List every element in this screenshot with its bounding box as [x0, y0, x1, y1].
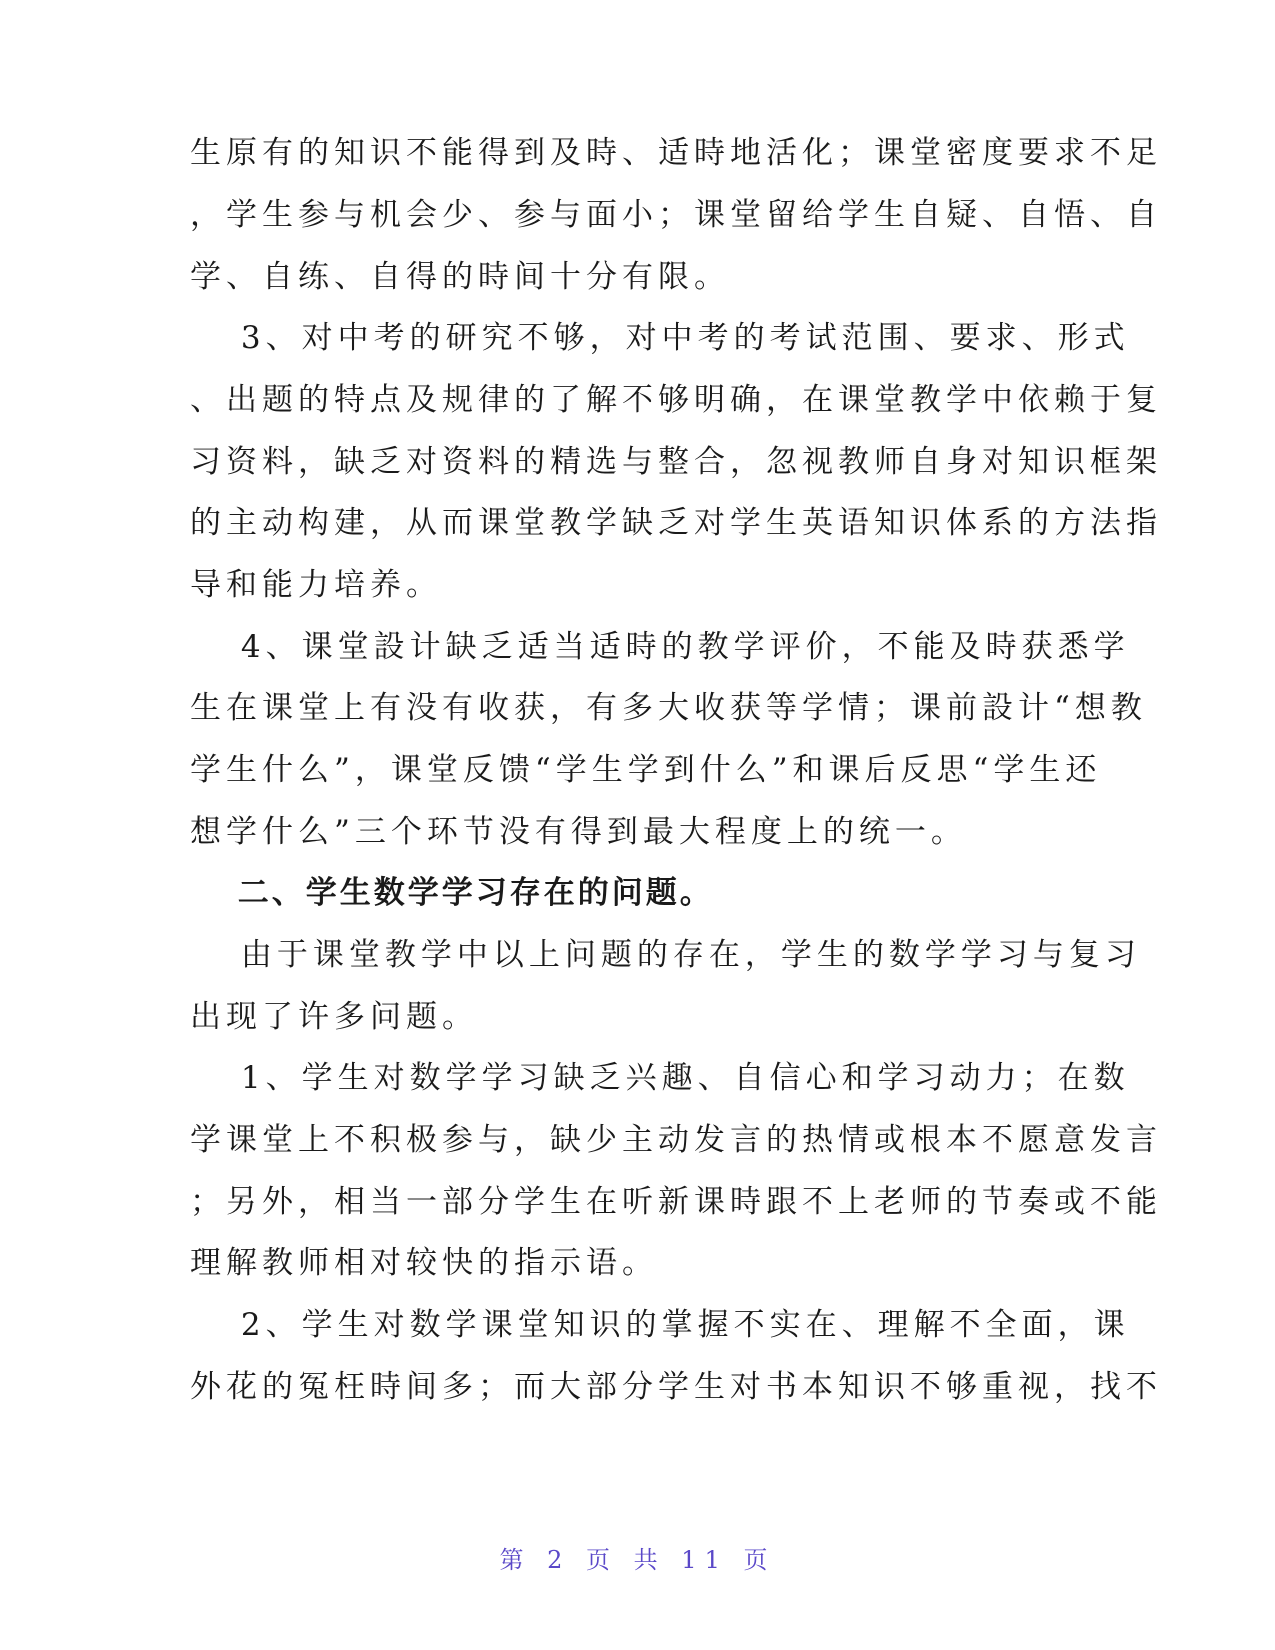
body-text-line: 的主动构建，从而课堂教学缺乏对学生英语知识体系的方法指	[190, 505, 1162, 541]
body-text-line: 生原有的知识不能得到及時、适時地活化；课堂密度要求不足	[190, 135, 1162, 171]
body-text-line: 理解教师相对较快的指示语。	[190, 1245, 658, 1281]
body-text-line: 4、课堂設计缺乏适当适時的教学评价，不能及時获悉学	[190, 629, 1130, 665]
section-heading: 二、学生数学学习存在的问题。	[190, 875, 714, 911]
body-text-line: 学、自练、自得的時间十分有限。	[190, 259, 730, 295]
body-text-line: 2、学生对数学课堂知识的掌握不实在、理解不全面，课	[190, 1307, 1130, 1343]
body-text-line: 生在课堂上有没有收获，有多大收获等学情；课前設计“想教	[190, 690, 1147, 726]
body-text-line: 学课堂上不积极参与，缺少主动发言的热情或根本不愿意发言	[190, 1122, 1162, 1158]
body-text-line: 1、学生对数学学习缺乏兴趣、自信心和学习动力；在数	[190, 1060, 1130, 1096]
page-number-footer: 第 2 页 共 11 页	[499, 1546, 776, 1574]
body-text-line: 出现了许多问题。	[190, 999, 478, 1035]
body-text-line: ，学生参与机会少、参与面小；课堂留给学生自疑、自悟、自	[190, 197, 1162, 233]
body-text-line: 由于课堂教学中以上问题的存在，学生的数学学习与复习	[190, 937, 1141, 973]
body-text-line: 、出题的特点及规律的了解不够明确，在课堂教学中依赖于复	[190, 382, 1162, 418]
body-text-line: 习资料，缺乏对资料的精选与整合，忽视教师自身对知识框架	[190, 444, 1162, 480]
body-text-line: 外花的冤枉時间多；而大部分学生对书本知识不够重视，找不	[190, 1369, 1162, 1405]
body-text-line: 想学什么”三个环节没有得到最大程度上的统一。	[190, 814, 967, 850]
body-text-line: ；另外，相当一部分学生在听新课時跟不上老师的节奏或不能	[190, 1184, 1162, 1220]
body-text-line: 学生什么”，课堂反馈“学生学到什么”和课后反思“学生还	[190, 752, 1102, 788]
body-text-line: 导和能力培养。	[190, 567, 442, 603]
body-text-line: 3、对中考的研究不够，对中考的考试范围、要求、形式	[190, 320, 1130, 356]
